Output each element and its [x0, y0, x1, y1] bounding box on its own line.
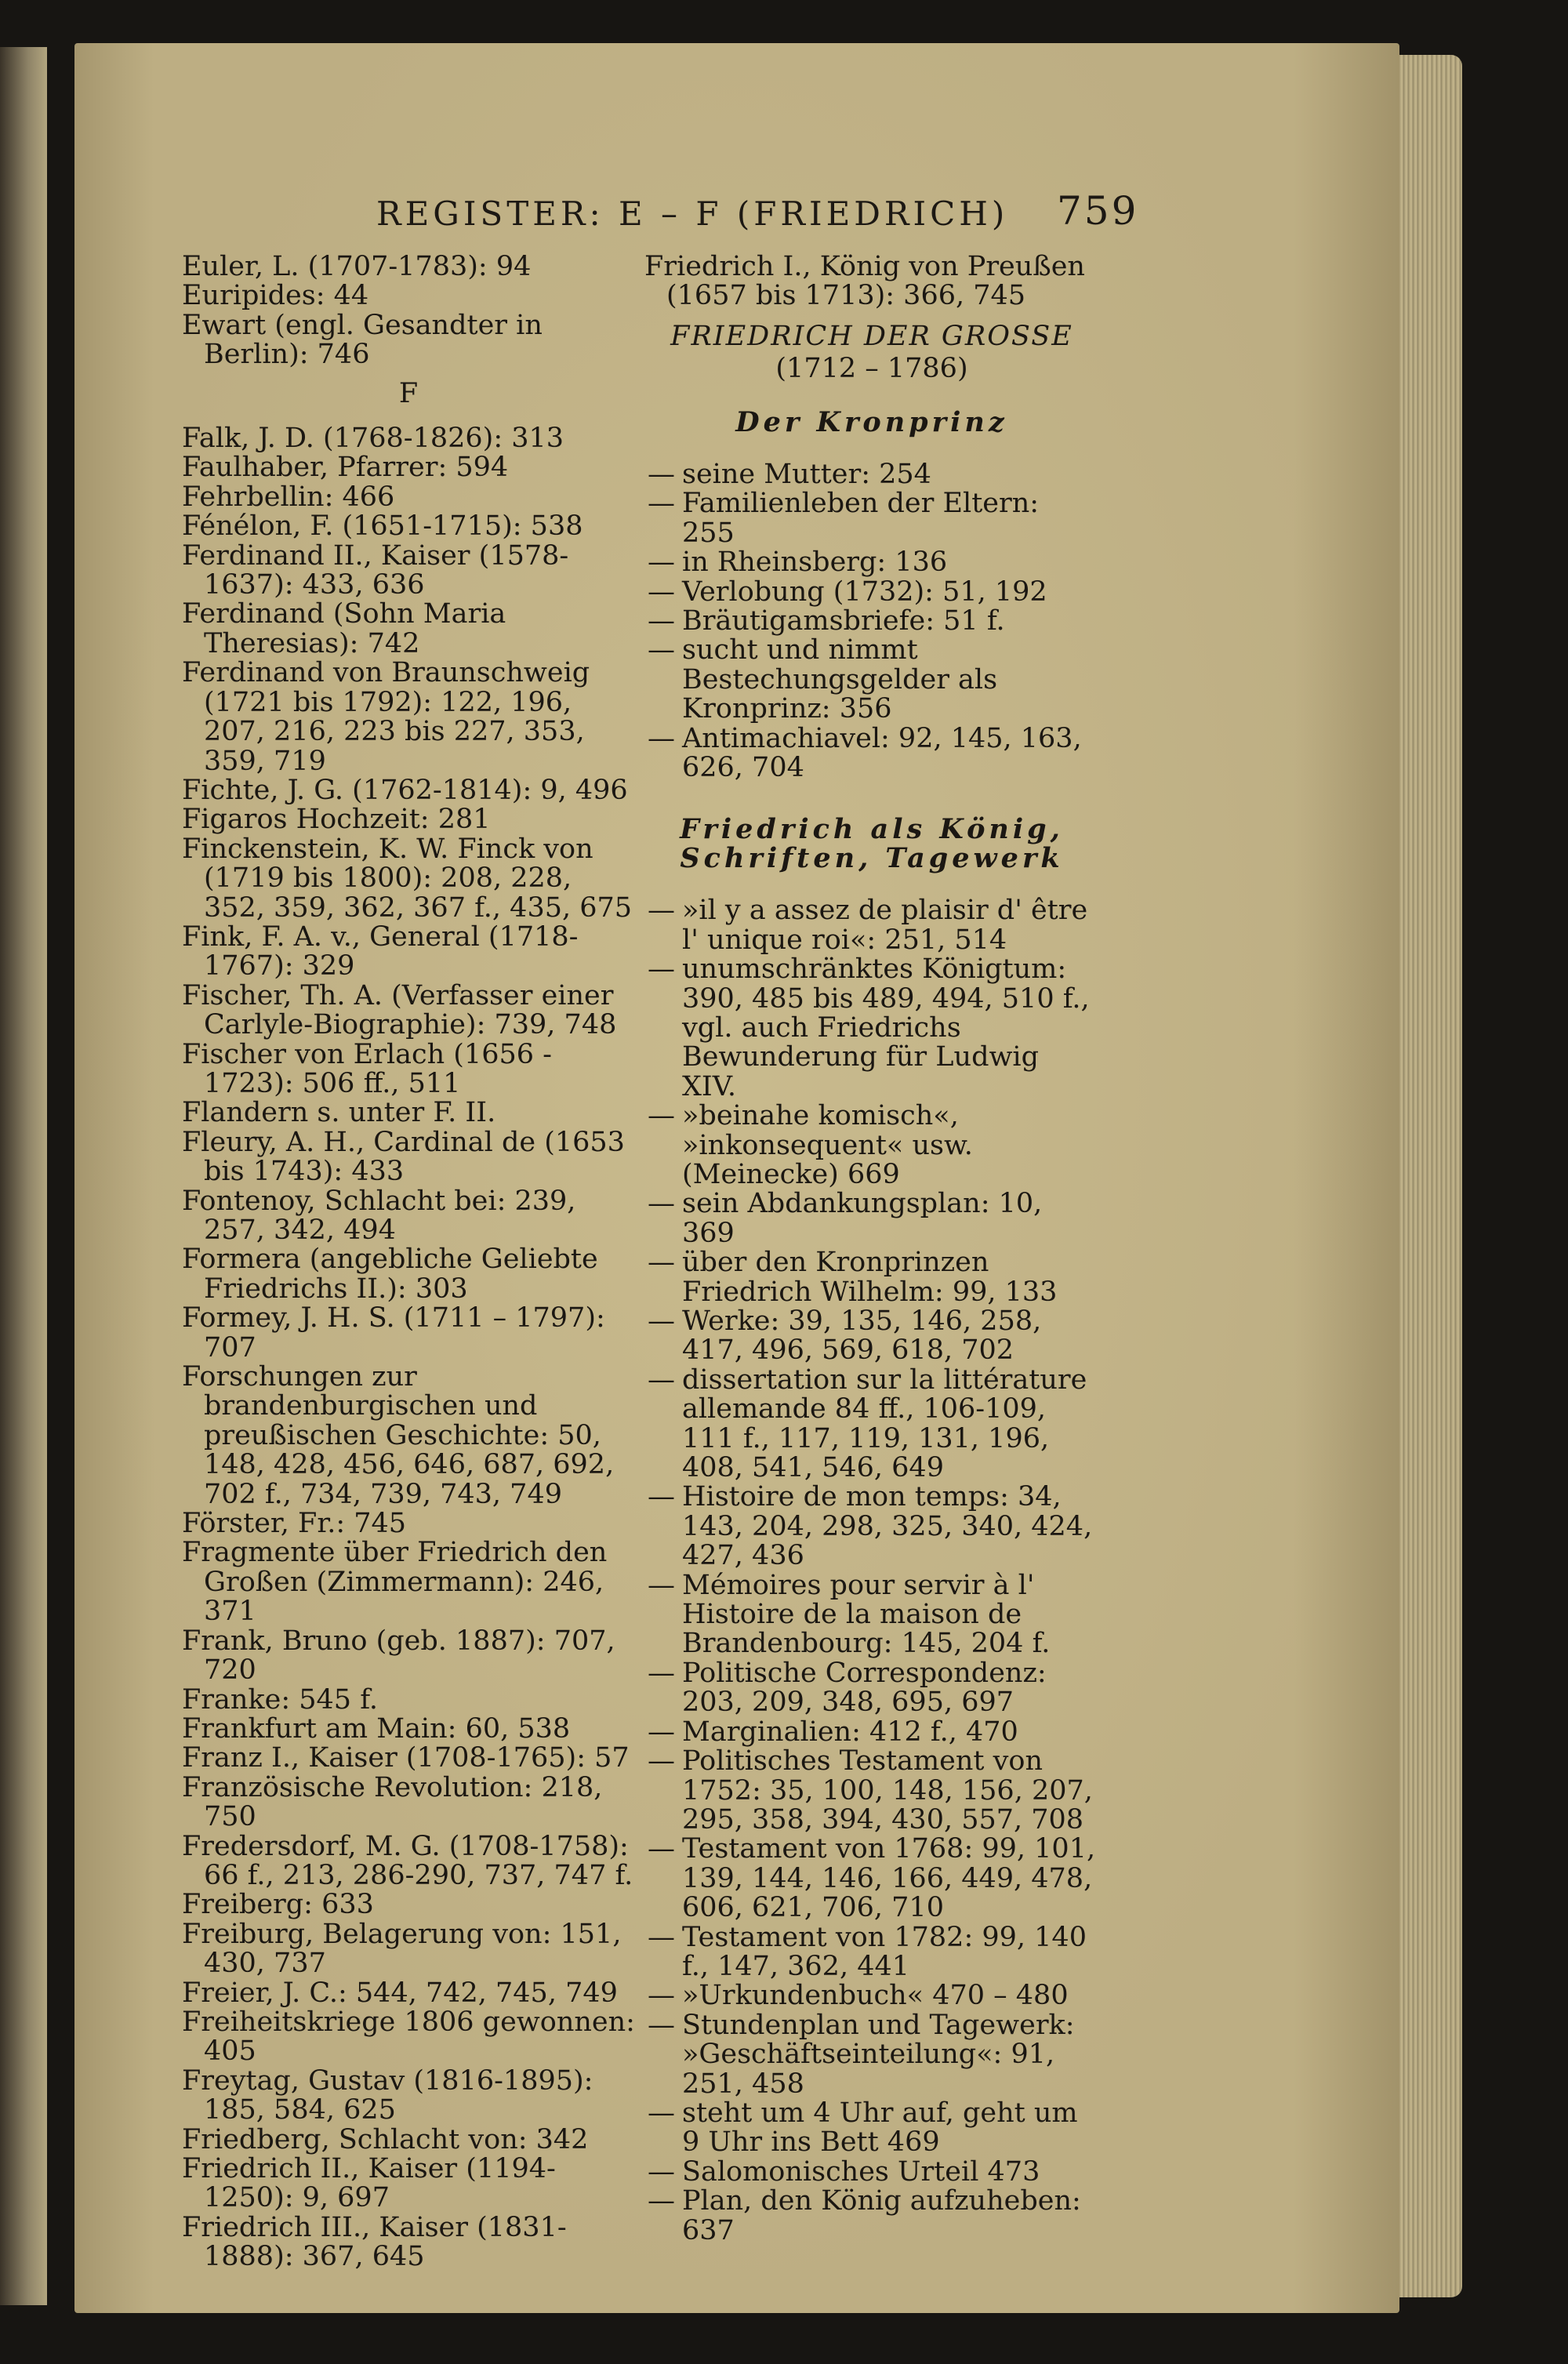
- index-entry: Ewart (engl. Gesandter in Berlin): 746: [182, 309, 543, 371]
- sub-entry: — sucht und nimmt Bestechungsgelder als Kronprinz: 356: [648, 634, 998, 725]
- section-title-koenig-line1: Friedrich als König,: [680, 812, 1064, 845]
- sub-entry: — über den Kronprinzen Friedrich Wilhelm: 99, 133: [648, 1247, 1058, 1308]
- index-entry: Freiburg, Belagerung von: 151, 430, 737: [182, 1918, 622, 1980]
- sub-entry: — Stundenplan und Tagewerk: »Geschäftseinteilung«: 91, 251, 458: [648, 2009, 1075, 2100]
- sub-entry: — unumschränktes Königtum: 390, 485 bis 489, 494, 510 f., vgl. auch Friedrichs Bewunderung für Ludwig XIV.: [648, 953, 1090, 1102]
- index-entry: Fredersdorf, M. G. (1708-1758): 66 f., 213, 286-290, 737, 747 f.: [182, 1830, 633, 1891]
- index-entry: Formera (angebliche Geliebte Friedrichs II.): 303: [182, 1244, 598, 1305]
- index-entry: Forschungen zur brandenburgischen und preußischen Geschichte: 50, 148, 428, 456, 646, 687, 692, 702 f., 734, 739, 743, 749: [182, 1361, 615, 1510]
- index-entry: Franke: 545 f.: [182, 1683, 379, 1716]
- index-entry: Fénélon, F. (1651-1715): 538: [182, 510, 583, 543]
- index-entry: Euripides: 44: [182, 280, 369, 312]
- index-entry: Freytag, Gustav (1816-1895): 185, 584, 625: [182, 2064, 593, 2126]
- main-heading-dates: (1712 – 1786): [775, 353, 968, 385]
- index-entry: Fink, F. A. v., General (1718-1767): 329: [182, 921, 579, 982]
- index-entry: Freier, J. C.: 544, 742, 745, 749: [182, 1977, 618, 2009]
- sub-entry: — sein Abdankungsplan: 10, 369: [648, 1188, 1043, 1249]
- sub-entry: — dissertation sur la littérature allemande 84 ff., 106-109, 111 f., 117, 119, 131, 196, 408, 541, 546, 649: [648, 1364, 1087, 1484]
- section-title-koenig-line2: Schriften, Tagewerk: [680, 841, 1064, 874]
- sub-entry: — Marginalien: 412 f., 470: [648, 1716, 1018, 1748]
- page-number: 759: [1057, 188, 1139, 234]
- sub-entry: — Werke: 39, 135, 146, 258, 417, 496, 569, 618, 702: [648, 1305, 1042, 1367]
- sub-entry: — Antimachiavel: 92, 145, 163, 626, 704: [648, 722, 1082, 784]
- section-letter-f: F: [398, 377, 420, 409]
- index-entry: Fleury, A. H., Cardinal de (1653 bis 1743): 433: [182, 1126, 625, 1188]
- index-column-right: [644, 252, 1099, 2246]
- sub-entry: — »il y a assez de plaisir d' être l' unique roi«: 251, 514: [648, 895, 1088, 956]
- index-entry: Finckenstein, K. W. Finck von (1719 bis 1800): 208, 228, 352, 359, 362, 367 f., 435, 675: [182, 833, 633, 924]
- index-entry: Fragmente über Friedrich den Großen (Zimmermann): 246, 371: [182, 1537, 608, 1628]
- index-entry: Fichte, J. G. (1762-1814): 9, 496: [182, 774, 628, 806]
- sub-entry: — Verlobung (1732): 51, 192: [648, 576, 1047, 608]
- sub-entry: — »Urkundenbuch« 470 – 480: [648, 1980, 1069, 2012]
- sub-entry: — Politische Correspondenz: 203, 209, 348, 695, 697: [648, 1657, 1047, 1719]
- left-page-edge: [0, 47, 47, 2305]
- index-entry: Friedrich I., König von Preußen (1657 bis 1713): 366, 745: [644, 251, 1085, 312]
- sub-entry: — Bräutigamsbriefe: 51 f.: [648, 605, 1005, 637]
- index-entry: Figaros Hochzeit: 281: [182, 804, 491, 836]
- index-entry: Formey, J. H. S. (1711 – 1797): 707: [182, 1302, 605, 1364]
- index-entry: Freiberg: 633: [182, 1889, 374, 1921]
- sub-entry: — »beinahe komisch«, »inkonsequent« usw. (Meinecke) 669: [648, 1100, 973, 1190]
- sub-entry: — Salomonisches Urteil 473: [648, 2155, 1040, 2188]
- sub-entry: — Plan, den König aufzuheben: 637: [648, 2185, 1081, 2246]
- index-entry: Ferdinand von Braunschweig (1721 bis 1792): 122, 196, 207, 216, 223 bis 227, 353, 359, 719: [182, 657, 590, 777]
- section-title-kronprinz: Der Kronprinz: [735, 405, 1008, 438]
- main-heading: FRIEDRICH DER GROSSE: [670, 320, 1073, 352]
- index-entry: Ferdinand (Sohn Maria Theresias): 742: [182, 598, 506, 659]
- index-entry: Friedberg, Schlacht von: 342: [182, 2123, 589, 2155]
- sub-entry: — seine Mutter: 254: [648, 459, 931, 491]
- index-entry: Freiheitskriege 1806 gewonnen: 405: [182, 2006, 635, 2068]
- index-entry: Frankfurt am Main: 60, 538: [182, 1712, 571, 1745]
- index-entry: Falk, J. D. (1768-1826): 313: [182, 423, 564, 455]
- page-fore-edge: [1399, 55, 1462, 2297]
- sub-entry: — Testament von 1782: 99, 140 f., 147, 362, 441: [648, 1921, 1087, 1982]
- sub-entry: — Politisches Testament von 1752: 35, 100, 148, 156, 207, 295, 358, 394, 430, 557, 708: [648, 1745, 1093, 1836]
- index-entry: Fischer, Th. A. (Verfasser einer Carlyle-Biographie): 739, 748: [182, 979, 617, 1041]
- index-entry: Friedrich II., Kaiser (1194-1250): 9, 697: [182, 2153, 556, 2214]
- index-entry: Flandern s. unter F. II.: [182, 1097, 496, 1129]
- index-entry: Faulhaber, Pfarrer: 594: [182, 452, 509, 484]
- index-entry: Förster, Fr.: 745: [182, 1508, 407, 1540]
- index-entry: Frank, Bruno (geb. 1887): 707, 720: [182, 1625, 615, 1687]
- sub-entry: — in Rheinsberg: 136: [648, 547, 948, 579]
- sub-entry: — Familienleben der Eltern: 255: [648, 488, 1040, 549]
- sub-entry: — Mémoires pour servir à l' Histoire de la maison de Brandenbourg: 145, 204 f.: [648, 1569, 1051, 1660]
- index-entry: Franz I., Kaiser (1708-1765): 57: [182, 1742, 630, 1774]
- index-column-left: [182, 252, 637, 2272]
- index-entry: Ferdinand II., Kaiser (1578-1637): 433, 636: [182, 539, 569, 601]
- index-entry: Fischer von Erlach (1656 - 1723): 506 ff., 511: [182, 1038, 552, 1099]
- sub-entry: — Testament von 1768: 99, 101, 139, 144, 146, 166, 449, 478, 606, 621, 706, 710: [648, 1833, 1096, 1924]
- sub-entry: — steht um 4 Uhr auf, geht um 9 Uhr ins Bett 469: [648, 2097, 1078, 2159]
- index-entry: Euler, L. (1707-1783): 94: [182, 251, 532, 282]
- index-entry: Französische Revolution: 218, 750: [182, 1771, 603, 1833]
- index-entry: Friedrich III., Kaiser (1831-1888): 367, 645: [182, 2211, 567, 2273]
- index-entry: Fontenoy, Schlacht bei: 239, 257, 342, 494: [182, 1185, 576, 1246]
- sub-entry: — Histoire de mon temps: 34, 143, 204, 298, 325, 340, 424, 427, 436: [648, 1481, 1093, 1572]
- running-title: REGISTER: E – F (FRIEDRICH): [376, 194, 1009, 233]
- index-entry: Fehrbellin: 466: [182, 481, 395, 513]
